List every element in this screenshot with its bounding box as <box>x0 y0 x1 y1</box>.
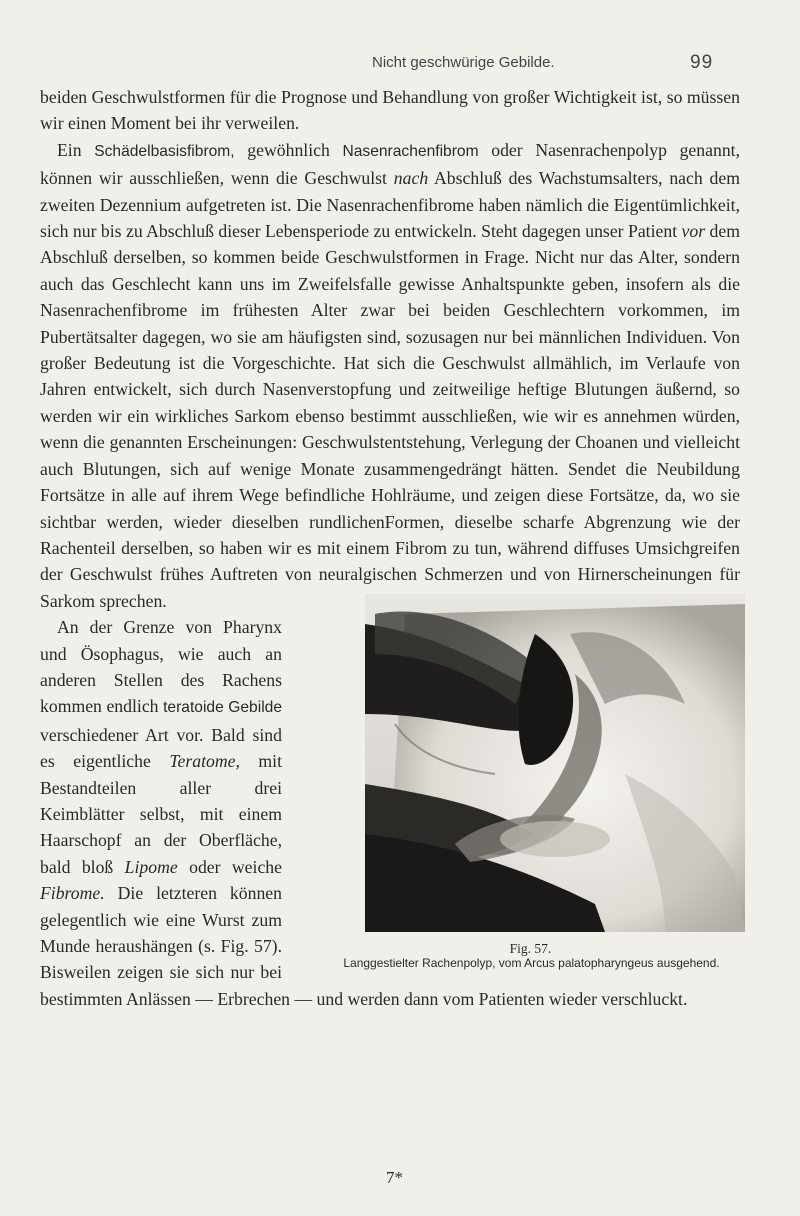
figure-description: Langgestielter Rachenpolyp, vom Arcus palatopharyngeus ausgehend. <box>343 956 720 971</box>
emphasis-vor: vor <box>681 221 706 242</box>
figure-number: Fig. 57. <box>509 941 552 957</box>
text-run: An der Grenze von Pharynx und Ösophagus, wie auch an anderen Stellen des Rachens kommen endlich <box>40 617 282 717</box>
term-teratoide-gebilde: teratoide Gebilde <box>163 699 282 717</box>
emphasis-nach: nach <box>393 168 429 189</box>
text-run: gewöhnlich <box>234 139 343 160</box>
running-title: Nicht geschwürige Gebilde. <box>372 54 555 71</box>
text-run: oder Nasenrachenpolyp genannt, können wir ausschließen, wenn die Geschwulst <box>40 139 740 189</box>
emphasis-lipome: Lipome <box>124 856 178 877</box>
text-run: verschiedener Art vor. Bald sind es eigentliche <box>40 724 282 772</box>
page-number: 99 <box>690 52 714 73</box>
term-schaedelbasisfibrom: Schädelbasisfibrom, <box>94 142 235 160</box>
figure-caption <box>304 941 740 971</box>
text-run: mit Bestandteilen aller drei Keimblätter selbst, mit einem Haarschopf an der Oberfläche, bald bloß <box>40 751 283 877</box>
emphasis-teratome: Teratome, <box>169 751 240 772</box>
text-run: Ein <box>57 139 95 160</box>
term-nasenrachenfibrom: Nasenrachenfibrom <box>342 142 479 160</box>
text-run: dem Abschluß derselben, so kommen beide Geschwulstformen in Frage. Nicht nur das Alter, sondern auch das Geschlecht kann uns im Zweifelsfalle gewisse Anhaltspunkte geben, insofern als die Nasenrachenfibrome im frühesten Alter zwar bei beiden Geschlechtern vorkommen, im Pubertätsalter dagegen, wo sie am häufigsten sind, sozusagen nur bei männlichen Individuen. Von großer Bedeutung ist die Vorgeschichte. Hat sich die Geschwulst allmählich, im Verlaufe von Jahren entwickelt, sich durch Nasenverstopfung und zeitweilige heftige Blutungen äußernd, so werden wir ein wirkliches Sarkom ebenso bestimmt ausschließen, wie wir es annehmen würden, wenn die genannten Erscheinungen: Geschwulstentstehung, Verlegung der Choanen und vielleicht auch Blutungen, sich auf wenige Monate zusammengedrängt hätten. Sendet die Neubildung Fortsätze in alle auf ihrem Wege befindliche Hohlräume, und zeigen diese Fortsätze, da, wo sie sichtbar werden, wieder dieselben rundlichenFormen, dieselbe scharfe Abgrenzung wie der Rachenteil derselben, so haben wir es mit einem Fibrom zu tun, während diffuses Umsichgreifen der Geschwulst frühes Auftreten von neuralgischen Schmerzen und von Hirnerscheinungen für Sarkom sprechen. <box>40 221 741 611</box>
text-run: oder weiche <box>177 856 282 877</box>
emphasis-fibrome: Fibrome. <box>40 883 105 904</box>
paragraph-1: beiden Geschwulstformen für die Prognose und Behandlung von großer Wichtigkeit ist, so müssen wir einen Moment bei ihr verweilen. <box>40 87 740 134</box>
signature-mark: 7* <box>386 1168 403 1187</box>
text-run: Die letzteren können gelegentlich wie eine Wurst zum Munde heraushängen (s. Fig. 57). Bisweilen zeigen sie sich nur bei bestimmten Anlässen — Erbrechen — und werden dann vom Patienten wieder verschluckt. <box>40 883 688 1009</box>
text-run: Abschluß des Wachstumsalters, nach dem zweiten Dezennium aufgetreten ist. Die Nasenrachenfibrome haben nämlich die Eigentümlichkeit, sich nur bis zu Abschluß dieser Lebensperiode zu entwickeln. Steht dagegen unser Patient <box>40 168 740 242</box>
figure-57 <box>304 594 740 971</box>
body-text <box>40 84 740 1012</box>
polyp-photo <box>365 594 745 932</box>
